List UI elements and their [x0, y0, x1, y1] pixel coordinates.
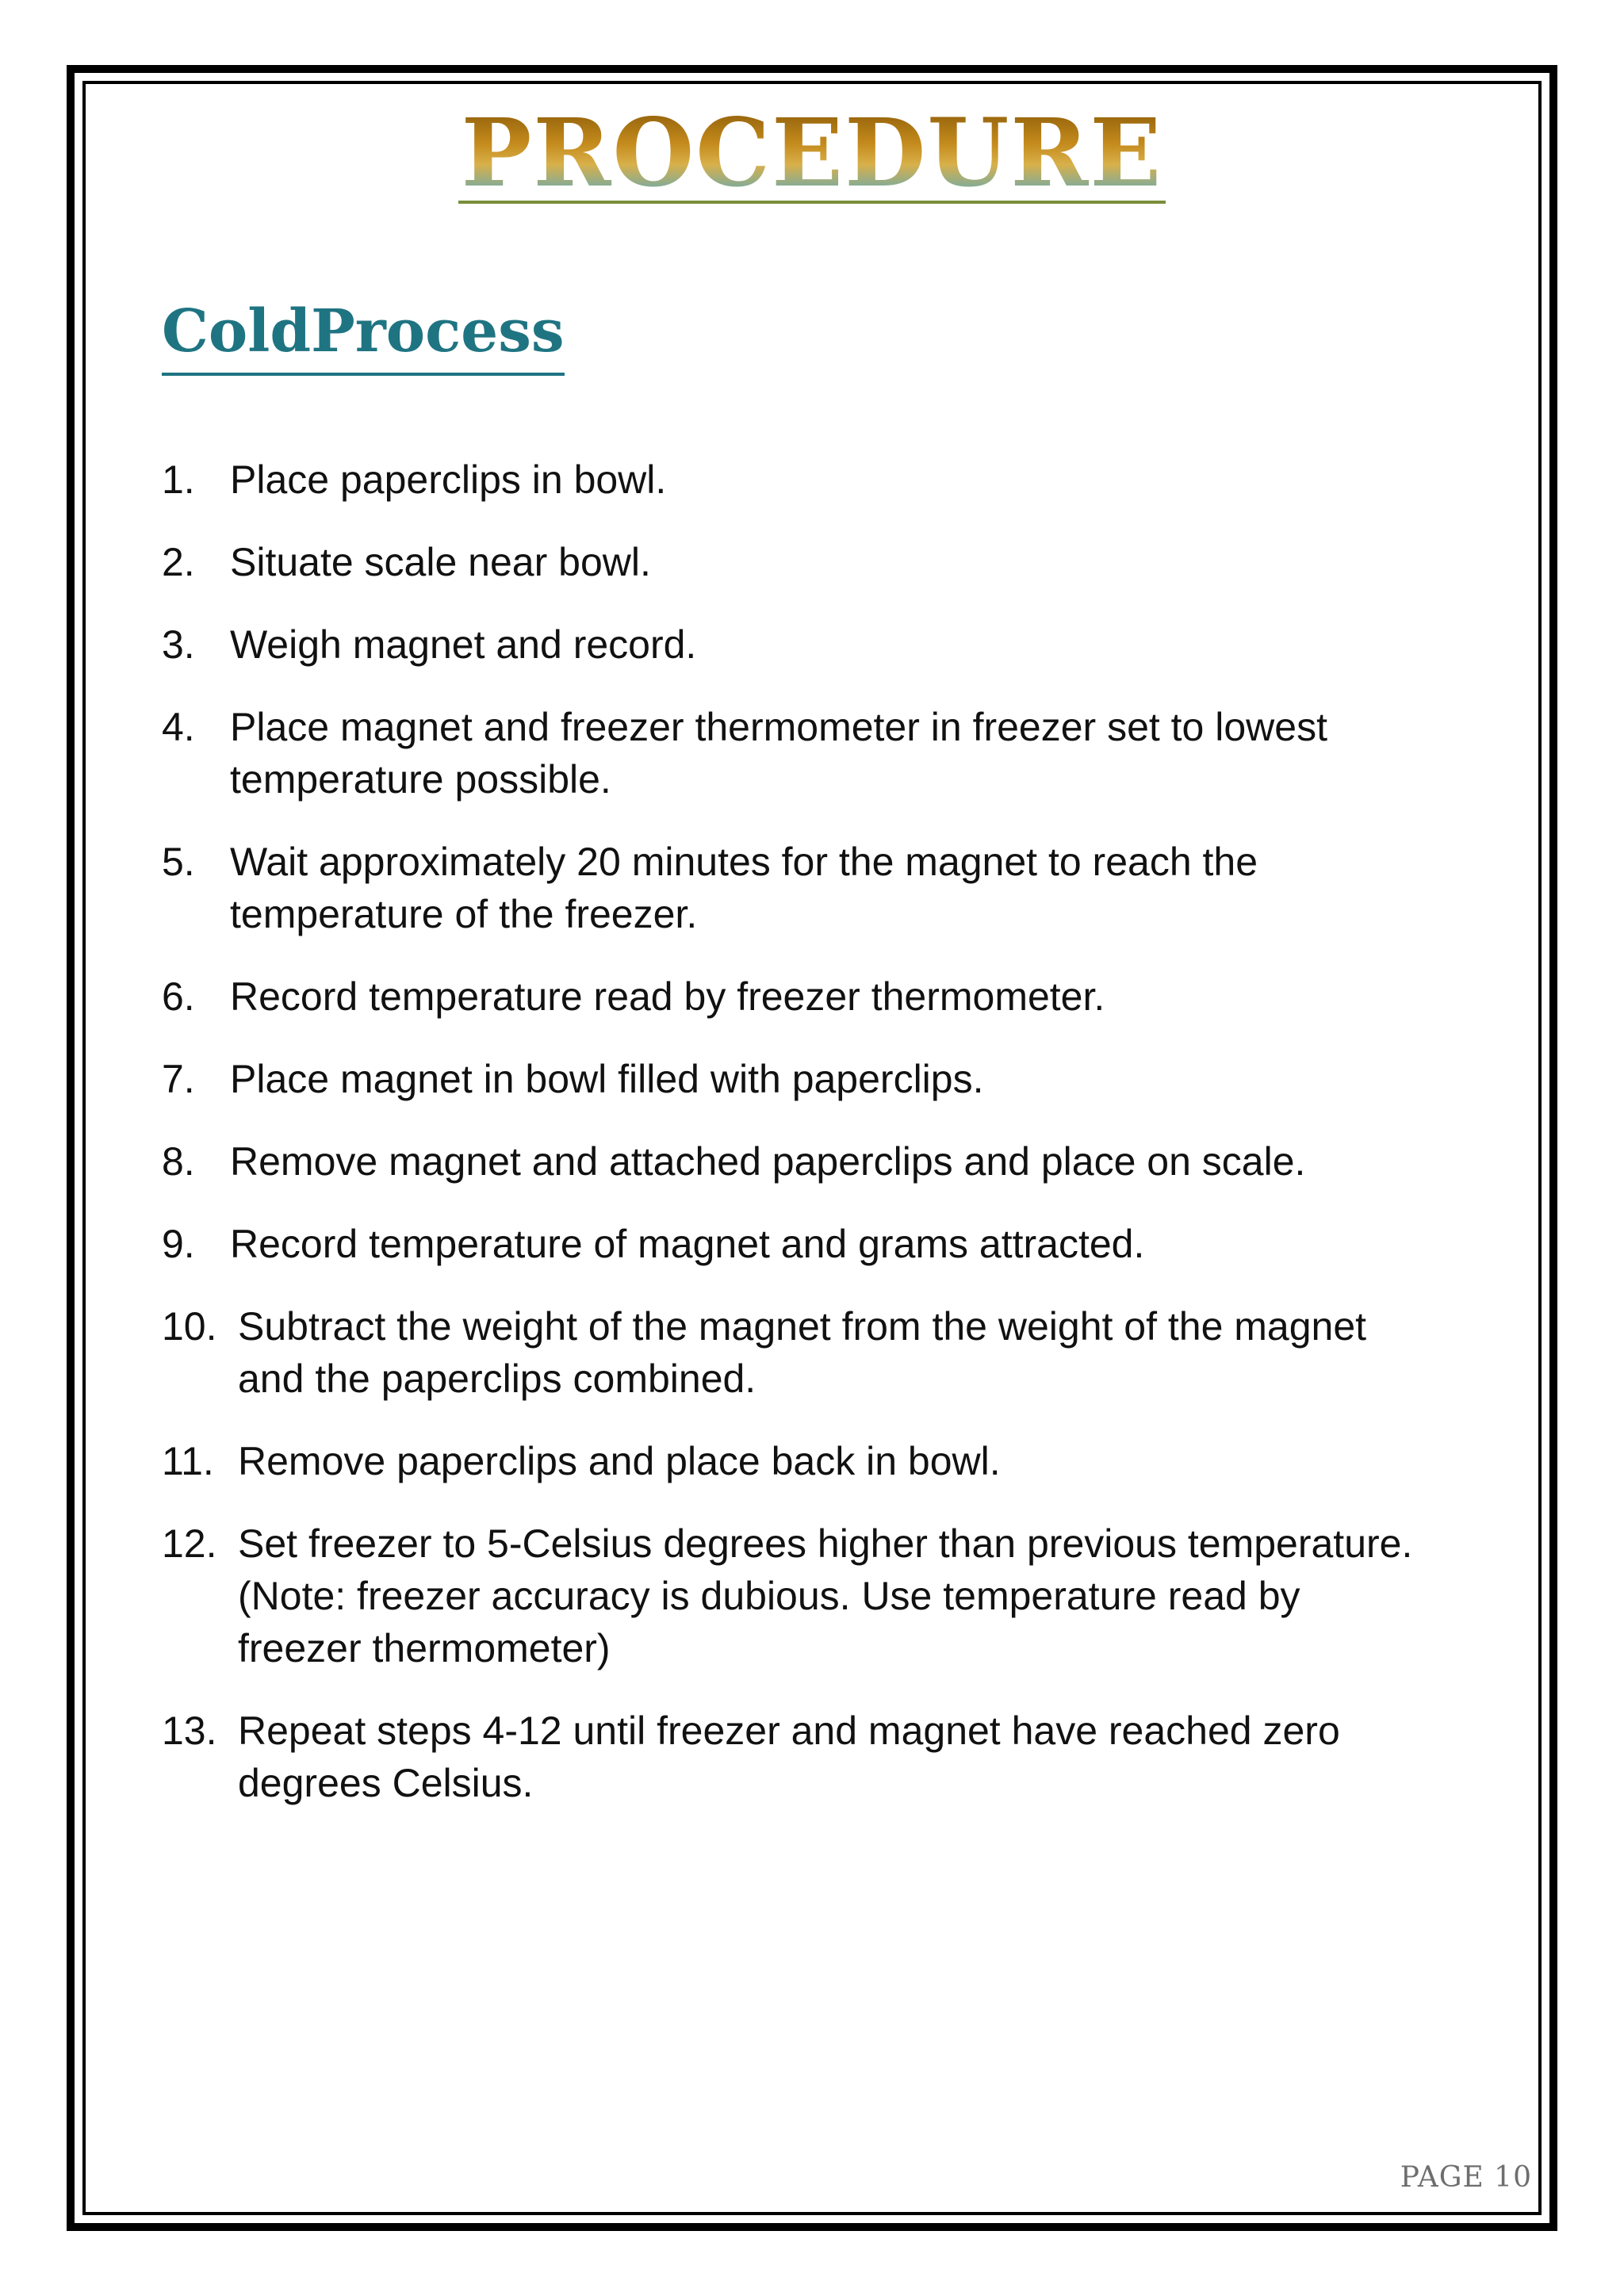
page-number: PAGE 10	[1400, 2161, 1532, 2194]
step-number: 2.	[162, 540, 195, 584]
page-title	[0, 94, 1624, 212]
step-9	[162, 1218, 1431, 1270]
step-number: 10.	[162, 1304, 217, 1349]
step-13	[162, 1705, 1431, 1809]
step-text: Subtract the weight of the magnet from the weight of the magnet and the paperclips combined.	[238, 1304, 1367, 1401]
step-10	[162, 1300, 1431, 1405]
step-text: Repeat steps 4-12 until freezer and magnet have reached zero degrees Celsius.	[238, 1709, 1340, 1805]
step-text: Remove paperclips and place back in bowl.	[238, 1439, 1001, 1483]
step-number: 6.	[162, 974, 195, 1019]
step-7	[162, 1053, 1431, 1105]
step-text: Place magnet and freezer thermometer in freezer set to lowest temperature possible.	[230, 705, 1327, 802]
step-number: 5.	[162, 840, 195, 884]
step-number: 11.	[162, 1439, 214, 1483]
step-text: Situate scale near bowl.	[230, 540, 651, 584]
step-text: Record temperature read by freezer thermometer.	[230, 974, 1105, 1019]
step-number: 12.	[162, 1521, 217, 1566]
procedure-steps-list	[162, 453, 1431, 1839]
section-heading: ColdProcess	[162, 292, 565, 376]
step-number: 9.	[162, 1222, 195, 1266]
step-number: 7.	[162, 1057, 195, 1101]
step-8	[162, 1135, 1431, 1188]
step-number: 4.	[162, 705, 195, 749]
step-number: 13.	[162, 1709, 217, 1753]
step-3	[162, 618, 1431, 671]
step-text: Wait approximately 20 minutes for the magnet to reach the temperature of the freezer.	[230, 840, 1258, 936]
step-text: Set freezer to 5-Celsius degrees higher than previous temperature. (Note: freezer accuracy is dubious. Use temperature read by freezer thermometer)	[238, 1521, 1413, 1670]
step-text: Weigh magnet and record.	[230, 622, 697, 667]
step-text: Place paperclips in bowl.	[230, 457, 667, 502]
step-text: Record temperature of magnet and grams attracted.	[230, 1222, 1145, 1266]
step-text: Place magnet in bowl filled with paperclips.	[230, 1057, 984, 1101]
step-12	[162, 1517, 1431, 1674]
step-number: 3.	[162, 622, 195, 667]
step-text: Remove magnet and attached paperclips and place on scale.	[230, 1139, 1306, 1184]
step-11	[162, 1435, 1431, 1487]
step-number: 8.	[162, 1139, 195, 1184]
step-6	[162, 970, 1431, 1023]
page-title-text: PROCEDURE	[458, 105, 1166, 204]
step-1	[162, 453, 1431, 506]
step-number: 1.	[162, 457, 195, 502]
step-2	[162, 536, 1431, 588]
step-5	[162, 836, 1431, 940]
step-4	[162, 701, 1431, 806]
